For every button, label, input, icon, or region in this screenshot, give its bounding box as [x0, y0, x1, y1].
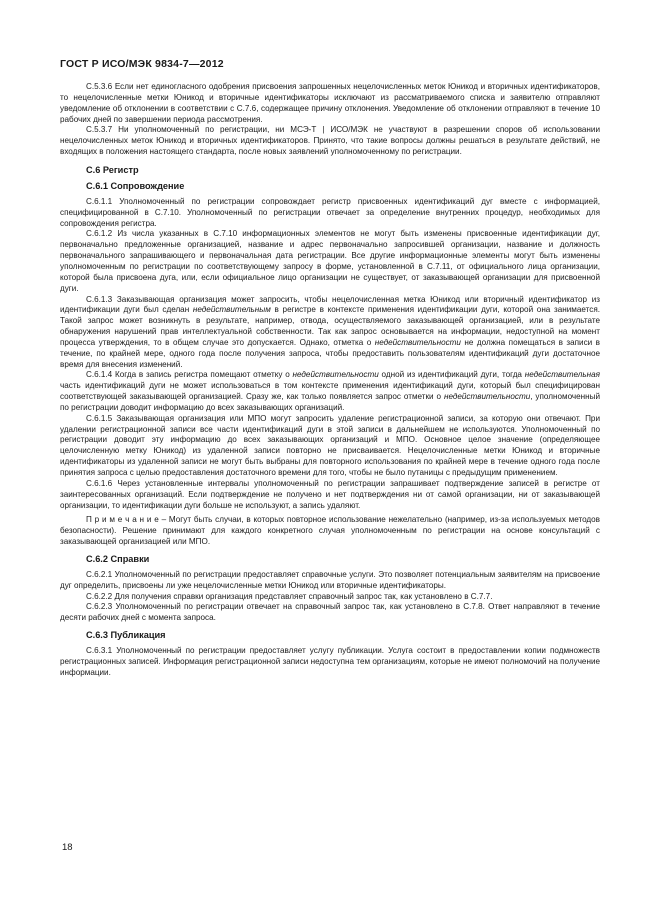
paragraph-c613	[60, 295, 600, 371]
paragraph-c611: C.6.1.1 Уполномоченный по регистрации сопровождает регистр присвоенных идентификаций дуг вместе с информацией, специфицированной в C.7.10. Уполномоченный по регистрации отвечает за определение внутренних процедур, необходимых для сопровождения регистра.	[60, 196, 600, 228]
text-run: , уполномоченный по регистрации доводит информацию до всех заказывающих организаций.	[60, 392, 601, 412]
section-heading-c62: C.6.2 Справки	[86, 553, 150, 564]
paragraph-c536: C.5.3.6 Если нет единогласного одобрения присвоения запрошенных нецелочисленных меток Юникод и вторичных идентификаторов, то нецелочисленные метки Юникод и вторичные идентификаторы исключают из рассматриваемого списка и заявителю отправляют уведомление об отклонении в соответствии с C.7.6, содержащее причину отклонения. Уведомление об отклонении отправляют в течение 10 рабочих дней по завершении периода рассмотрения.	[60, 82, 600, 124]
note-text: – Могут быть случаи, в которых повторное использование нежелательно (например, из-за используемых методов безопасности). Решение принимают для каждого конкретного случая уполномоченным по регистрации на основе консультаций с заказывающей организацией или МПО.	[60, 515, 600, 547]
paragraph-c622: C.6.2.2 Для получения справки организация представляет справочный запрос так, как установлено в C.7.7.	[86, 591, 493, 601]
paragraph-c621: C.6.2.1 Уполномоченный по регистрации предоставляет справочные услуги. Это позволяет потенциальным заявителям на присвоение дуг определить, присвоены ли уже нецелочисленные метки Юникод или вторичные идентификаторы.	[60, 569, 600, 590]
section-heading-c63: C.6.3 Публикация	[86, 630, 166, 641]
section-heading-c61: C.6.1 Сопровождение	[86, 180, 185, 191]
paragraph-c616: C.6.1.6 Через установленные интервалы уполномоченный по регистрации запрашивает подтверждение записей в регистре от заинтересованных организаций. Если подтверждение не получено и нет подтверждения ни от самой организации, ни от заказывающей организации, то идентификации дуги больше не используют, а запись удаляют.	[60, 478, 600, 510]
text-run: C.6.1.3 Заказывающая организация может запросить, чтобы нецелочисленная метка Юникод или вторичный идентификатор из идентификации дуги был сделан	[60, 294, 600, 315]
text-run: в регистре в контексте применения идентификации дуги, которой она занимается. Такой запрос может возникнуть в результате, например, отвода, осуществляемого заказывающей организацией, или в результате обнаружения нарушений прав интеллектуальной собственности. Так как запрос основывается на информации, недоступной на момент процесса утверждения, то в общем случае это допускается. Однако, отметка о	[60, 305, 600, 347]
page-number: 18	[62, 842, 73, 853]
note-paragraph	[60, 515, 600, 548]
italic-term: недействительности	[444, 392, 531, 402]
document-header: ГОСТ Р ИСО/МЭК 9834-7—2012	[60, 58, 224, 70]
paragraph-c623: C.6.2.3 Уполномоченный по регистрации отвечает на справочный запрос так, как установлено в C.7.8. Ответ направляют в течение десяти рабочих дней с момента запроса.	[60, 602, 600, 623]
note-label: П р и м е ч а н и е	[86, 515, 159, 525]
italic-term: недействительная	[524, 370, 600, 380]
paragraph-c631: C.6.3.1 Уполномоченный по регистрации предоставляет услугу публикации. Услуга состоит в предоставлении копии подмножеств регистрационных записей. Информация регистрационной записи недоступна тем организациям, которые не имеют полномочий на получение информации.	[60, 646, 600, 677]
text-run: одной из идентификаций дуги, тогда	[378, 370, 525, 380]
paragraph-c614	[60, 370, 600, 413]
italic-term: недействительности	[292, 370, 379, 380]
paragraph-c612: C.6.1.2 Из числа указанных в C.7.10 информационных элементов не могут быть изменены присвоенные идентификации дуг, первоначально предложенные организацией, название и адрес первоначально запросившей организации, название и должность первоначального запрашивающего и первоначальная дата регистрации. Все другие информационные элементы могут быть изменены уполномоченным по регистрации по соответствующему запросу в форме, установленной в C.7.11, от официального лица организации, которой была присвоена дуга, или, если официальное лицо организации не существует, от заказывающей организации для присвоенной дуги.	[60, 229, 600, 293]
document-page	[60, 58, 600, 679]
paragraph-c615: C.6.1.5 Заказывающая организация или МПО могут запросить удаление регистрационной записи, за которую они отвечают. При удалении регистрационной записи все части идентификаций дуги в этой записи в дальнейшем не используются. Уполномоченный по регистрации доводит эту информацию до всех заказывающих организаций и МПО. Основное целое значение (определяющее целочисленную метку Юникод) из удаленной записи повторно не присваивается. Нецелочисленные метки Юникод и вторичные идентификаторы из удаленной записи не могут быть выбраны для повторного использования по крайней мере в течение одного года после принятия запроса с целью предоставления достаточного времени для того, чтобы не было путаницы с предыдущим применением.	[60, 413, 600, 477]
paragraph-c537: C.5.3.7 Ни уполномоченный по регистрации, ни МСЭ-Т | ИСО/МЭК не участвуют в разрешении споров об использовании нецелочисленных меток Юникод и вторичных идентификаторов. Принято, что такие вопросы должны решаться в результате действий, не входящих в положения настоящего стандарта, после новых заявлений уполномоченному по регистрации.	[60, 125, 600, 157]
section-heading-c6: C.6 Регистр	[86, 164, 139, 175]
italic-term: недействительности	[374, 337, 461, 347]
italic-term: недействительным	[192, 305, 271, 315]
text-run: не должна помещаться в записи в течение, по крайней мере, одного года после получения запроса, чтобы предоставить пользователям идентификаций дуги достаточное время для внесения изменений.	[60, 337, 600, 369]
text-run: C.6.1.4 Когда в запись регистра помещают отметку о	[86, 370, 293, 380]
text-run: часть идентификаций дуги не может использоваться в том контексте применения идентификаций дуги, который был специфицирован соответствующей заказывающей организацией. Сразу же, как только появляется запрос отметки о	[60, 381, 600, 402]
